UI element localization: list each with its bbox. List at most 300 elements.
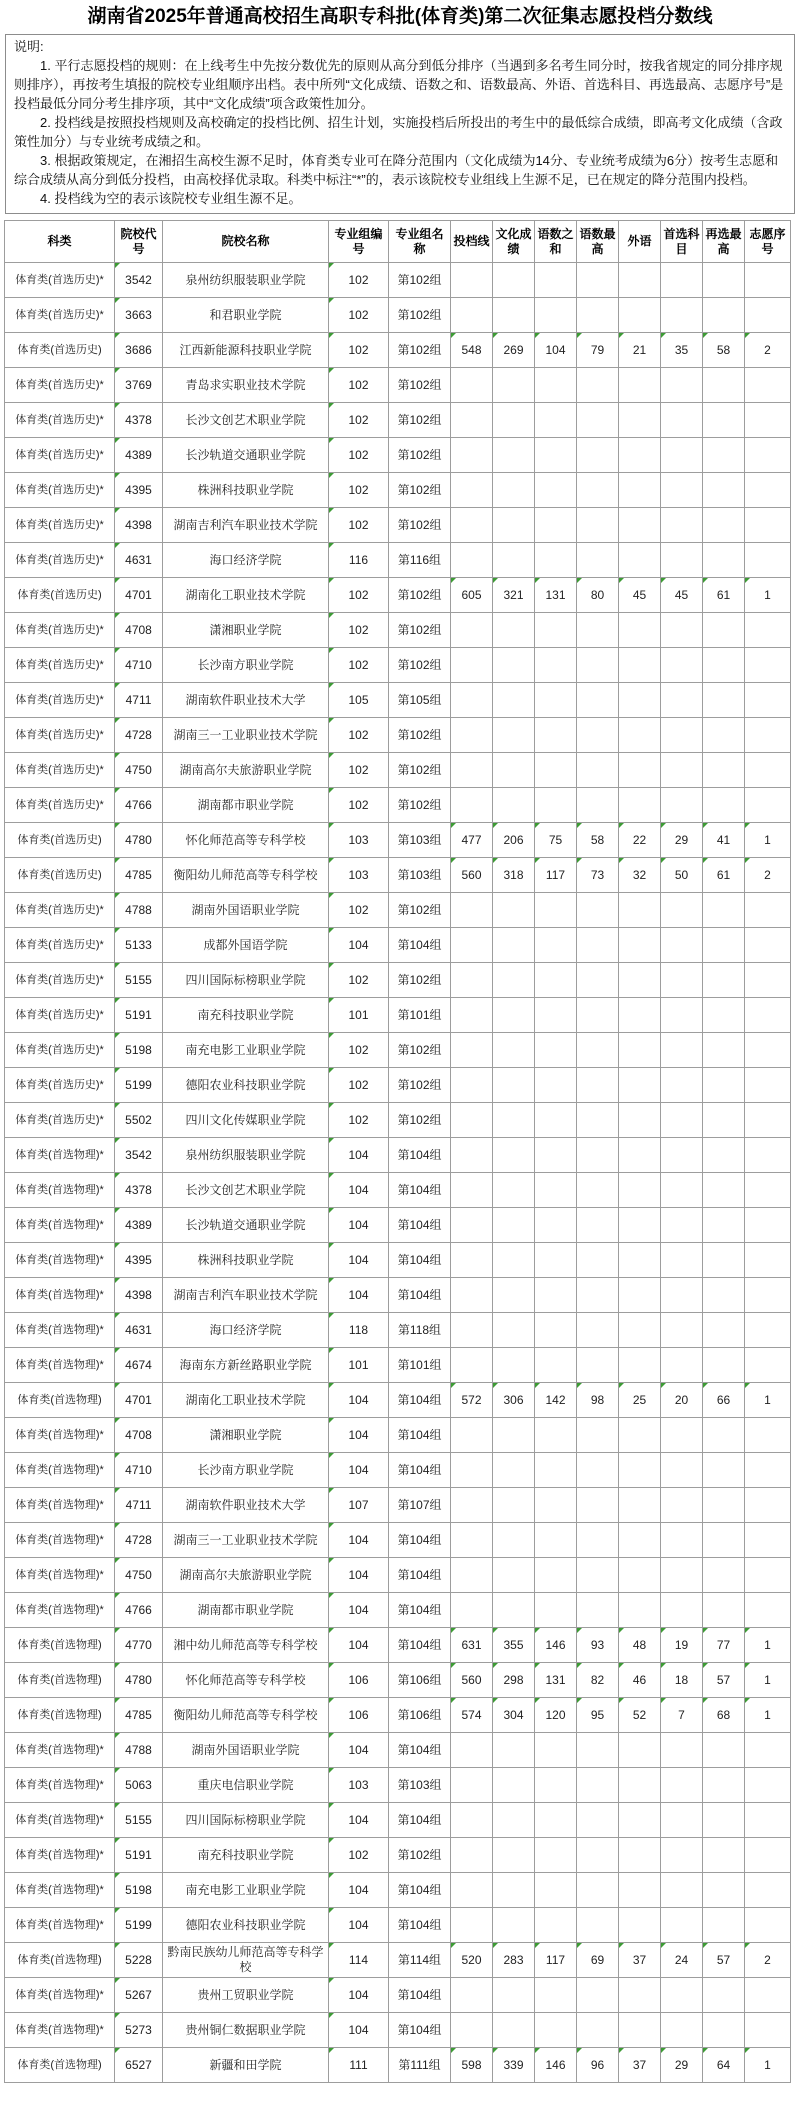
cell-group-name: 第102组 <box>389 578 451 613</box>
cell-college-name: 南充电影工业职业学院 <box>163 1873 329 1908</box>
cell-college-code: 3663 <box>115 298 163 333</box>
cell-group-name: 第104组 <box>389 1523 451 1558</box>
cell-group-code: 101 <box>329 1348 389 1383</box>
cell-college-name: 湖南软件职业技术大学 <box>163 1488 329 1523</box>
cell-chinese-math-sum: 131 <box>535 578 577 613</box>
cell-volunteer-order: 2 <box>745 1943 791 1978</box>
cell-first-subject: 50 <box>661 858 703 893</box>
cell-group-code: 101 <box>329 998 389 1033</box>
cell-first-subject <box>661 963 703 998</box>
cell-reselect-max <box>703 1488 745 1523</box>
cell-group-name: 第104组 <box>389 1803 451 1838</box>
cell-first-subject <box>661 893 703 928</box>
cell-culture-score <box>493 1033 535 1068</box>
cell-college-name: 长沙南方职业学院 <box>163 1453 329 1488</box>
cell-college-name: 湖南都市职业学院 <box>163 788 329 823</box>
cell-group-name: 第102组 <box>389 438 451 473</box>
cell-group-code: 102 <box>329 298 389 333</box>
cell-group-name: 第104组 <box>389 2013 451 2048</box>
cell-group-name: 第101组 <box>389 998 451 1033</box>
cell-reselect-max <box>703 1873 745 1908</box>
table-row <box>5 438 791 473</box>
cell-category: 体育类(首选物理)* <box>5 1768 115 1803</box>
cell-score-line <box>451 298 493 333</box>
cell-college-code: 5199 <box>115 1068 163 1103</box>
cell-score-line <box>451 1313 493 1348</box>
cell-college-code: 4728 <box>115 718 163 753</box>
cell-group-name: 第103组 <box>389 858 451 893</box>
cell-volunteer-order <box>745 1803 791 1838</box>
cell-foreign-language <box>619 893 661 928</box>
cell-foreign-language <box>619 1033 661 1068</box>
cell-group-name: 第102组 <box>389 1838 451 1873</box>
cell-college-code: 4701 <box>115 578 163 613</box>
table-row <box>5 928 791 963</box>
cell-score-line <box>451 1348 493 1383</box>
cell-college-name: 海口经济学院 <box>163 543 329 578</box>
cell-chinese-math-sum <box>535 1138 577 1173</box>
cell-group-name: 第102组 <box>389 788 451 823</box>
cell-group-code: 104 <box>329 1138 389 1173</box>
cell-group-code: 104 <box>329 1873 389 1908</box>
cell-chinese-math-sum <box>535 1558 577 1593</box>
column-header-foreign-language: 外语 <box>619 221 661 263</box>
cell-culture-score: 355 <box>493 1628 535 1663</box>
cell-chinese-math-max <box>577 788 619 823</box>
table-row <box>5 1418 791 1453</box>
cell-chinese-math-sum <box>535 473 577 508</box>
table-row <box>5 683 791 718</box>
cell-college-name: 湖南外国语职业学院 <box>163 1733 329 1768</box>
cell-score-line <box>451 1103 493 1138</box>
cell-volunteer-order <box>745 1908 791 1943</box>
table-row <box>5 1698 791 1733</box>
cell-college-code: 5502 <box>115 1103 163 1138</box>
cell-chinese-math-max <box>577 613 619 648</box>
cell-reselect-max <box>703 893 745 928</box>
cell-category: 体育类(首选历史)* <box>5 298 115 333</box>
cell-college-code: 5155 <box>115 963 163 998</box>
table-row <box>5 403 791 438</box>
cell-reselect-max <box>703 928 745 963</box>
cell-volunteer-order <box>745 788 791 823</box>
cell-culture-score <box>493 1243 535 1278</box>
cell-volunteer-order <box>745 263 791 298</box>
cell-group-code: 102 <box>329 263 389 298</box>
cell-foreign-language <box>619 543 661 578</box>
cell-group-code: 116 <box>329 543 389 578</box>
cell-category: 体育类(首选物理)* <box>5 1173 115 1208</box>
cell-chinese-math-max <box>577 368 619 403</box>
cell-chinese-math-max <box>577 1418 619 1453</box>
cell-chinese-math-sum: 75 <box>535 823 577 858</box>
cell-college-name: 潇湘职业学院 <box>163 613 329 648</box>
cell-category: 体育类(首选历史)* <box>5 368 115 403</box>
cell-college-name: 四川文化传媒职业学院 <box>163 1103 329 1138</box>
cell-culture-score <box>493 1208 535 1243</box>
cell-chinese-math-sum <box>535 298 577 333</box>
cell-foreign-language <box>619 1278 661 1313</box>
cell-score-line <box>451 1208 493 1243</box>
cell-college-name: 湖南软件职业技术大学 <box>163 683 329 718</box>
cell-group-code: 103 <box>329 823 389 858</box>
cell-college-code: 4378 <box>115 1173 163 1208</box>
cell-group-name: 第104组 <box>389 1173 451 1208</box>
cell-culture-score <box>493 928 535 963</box>
cell-score-line: 520 <box>451 1943 493 1978</box>
cell-chinese-math-sum <box>535 1733 577 1768</box>
cell-volunteer-order <box>745 1523 791 1558</box>
cell-culture-score <box>493 1488 535 1523</box>
cell-chinese-math-max <box>577 403 619 438</box>
cell-group-name: 第104组 <box>389 1383 451 1418</box>
cell-college-name: 海口经济学院 <box>163 1313 329 1348</box>
cell-college-name: 江西新能源科技职业学院 <box>163 333 329 368</box>
cell-culture-score: 339 <box>493 2048 535 2083</box>
cell-chinese-math-sum: 142 <box>535 1383 577 1418</box>
cell-reselect-max <box>703 1103 745 1138</box>
table-row <box>5 1453 791 1488</box>
cell-first-subject <box>661 263 703 298</box>
cell-culture-score <box>493 1768 535 1803</box>
cell-category: 体育类(首选物理)* <box>5 2013 115 2048</box>
cell-category: 体育类(首选历史) <box>5 823 115 858</box>
cell-college-name: 新疆和田学院 <box>163 2048 329 2083</box>
cell-culture-score <box>493 1523 535 1558</box>
table-row <box>5 1313 791 1348</box>
cell-college-name: 泉州纺织服装职业学院 <box>163 1138 329 1173</box>
cell-culture-score <box>493 1733 535 1768</box>
cell-score-line <box>451 1593 493 1628</box>
cell-first-subject: 45 <box>661 578 703 613</box>
cell-college-code: 5133 <box>115 928 163 963</box>
cell-culture-score <box>493 1838 535 1873</box>
cell-first-subject <box>661 1593 703 1628</box>
cell-category: 体育类(首选历史)* <box>5 613 115 648</box>
cell-score-line <box>451 1558 493 1593</box>
cell-score-line: 598 <box>451 2048 493 2083</box>
cell-culture-score: 298 <box>493 1663 535 1698</box>
cell-foreign-language <box>619 1068 661 1103</box>
cell-reselect-max: 66 <box>703 1383 745 1418</box>
cell-culture-score <box>493 1278 535 1313</box>
cell-college-code: 4770 <box>115 1628 163 1663</box>
cell-category: 体育类(首选物理)* <box>5 1523 115 1558</box>
scores-table <box>4 220 791 2083</box>
cell-group-name: 第102组 <box>389 1068 451 1103</box>
cell-first-subject <box>661 1523 703 1558</box>
cell-college-name: 南充电影工业职业学院 <box>163 1033 329 1068</box>
cell-score-line <box>451 403 493 438</box>
cell-chinese-math-sum <box>535 1593 577 1628</box>
cell-chinese-math-sum <box>535 1873 577 1908</box>
cell-score-line <box>451 368 493 403</box>
cell-score-line: 631 <box>451 1628 493 1663</box>
cell-college-name: 长沙文创艺术职业学院 <box>163 1173 329 1208</box>
cell-college-code: 4788 <box>115 1733 163 1768</box>
cell-reselect-max: 64 <box>703 2048 745 2083</box>
cell-college-code: 5155 <box>115 1803 163 1838</box>
cell-college-name: 湖南吉利汽车职业技术学院 <box>163 508 329 543</box>
cell-first-subject <box>661 1803 703 1838</box>
cell-score-line: 548 <box>451 333 493 368</box>
cell-chinese-math-max <box>577 753 619 788</box>
cell-group-code: 104 <box>329 1978 389 2013</box>
cell-group-code: 104 <box>329 1593 389 1628</box>
cell-foreign-language <box>619 403 661 438</box>
cell-foreign-language: 37 <box>619 2048 661 2083</box>
cell-culture-score <box>493 1558 535 1593</box>
cell-chinese-math-max <box>577 1873 619 1908</box>
cell-chinese-math-max <box>577 1488 619 1523</box>
cell-college-code: 4395 <box>115 1243 163 1278</box>
cell-foreign-language <box>619 1103 661 1138</box>
cell-group-name: 第102组 <box>389 473 451 508</box>
cell-culture-score: 321 <box>493 578 535 613</box>
cell-culture-score <box>493 1453 535 1488</box>
cell-volunteer-order <box>745 1208 791 1243</box>
cell-group-code: 104 <box>329 1803 389 1838</box>
cell-chinese-math-max: 79 <box>577 333 619 368</box>
cell-chinese-math-max <box>577 298 619 333</box>
cell-chinese-math-max <box>577 1733 619 1768</box>
cell-college-name: 长沙轨道交通职业学院 <box>163 438 329 473</box>
table-row <box>5 578 791 613</box>
cell-culture-score <box>493 1803 535 1838</box>
cell-foreign-language <box>619 1453 661 1488</box>
cell-chinese-math-max: 73 <box>577 858 619 893</box>
cell-volunteer-order <box>745 1173 791 1208</box>
cell-score-line: 560 <box>451 858 493 893</box>
cell-category: 体育类(首选历史)* <box>5 753 115 788</box>
cell-culture-score <box>493 2013 535 2048</box>
cell-score-line <box>451 508 493 543</box>
cell-group-code: 102 <box>329 578 389 613</box>
cell-foreign-language <box>619 788 661 823</box>
cell-college-name: 贵州工贸职业学院 <box>163 1978 329 2013</box>
cell-volunteer-order <box>745 1313 791 1348</box>
cell-chinese-math-sum <box>535 2013 577 2048</box>
cell-first-subject: 24 <box>661 1943 703 1978</box>
cell-score-line <box>451 1523 493 1558</box>
cell-college-code: 3686 <box>115 333 163 368</box>
cell-foreign-language <box>619 1138 661 1173</box>
cell-chinese-math-max <box>577 1558 619 1593</box>
cell-chinese-math-max <box>577 683 619 718</box>
cell-chinese-math-max <box>577 1313 619 1348</box>
cell-culture-score <box>493 298 535 333</box>
cell-reselect-max <box>703 1418 745 1453</box>
cell-group-code: 105 <box>329 683 389 718</box>
cell-volunteer-order: 1 <box>745 2048 791 2083</box>
cell-category: 体育类(首选历史)* <box>5 928 115 963</box>
table-row <box>5 1278 791 1313</box>
table-row <box>5 1523 791 1558</box>
cell-chinese-math-sum <box>535 368 577 403</box>
cell-group-code: 102 <box>329 963 389 998</box>
cell-foreign-language <box>619 998 661 1033</box>
cell-reselect-max: 57 <box>703 1943 745 1978</box>
table-row <box>5 998 791 1033</box>
page <box>0 3 800 2083</box>
cell-chinese-math-sum <box>535 1068 577 1103</box>
cell-culture-score <box>493 1173 535 1208</box>
cell-foreign-language <box>619 263 661 298</box>
cell-score-line: 572 <box>451 1383 493 1418</box>
cell-reselect-max <box>703 1803 745 1838</box>
cell-chinese-math-sum: 146 <box>535 2048 577 2083</box>
cell-volunteer-order: 2 <box>745 858 791 893</box>
cell-volunteer-order <box>745 893 791 928</box>
cell-chinese-math-sum <box>535 1033 577 1068</box>
cell-score-line <box>451 753 493 788</box>
cell-college-name: 湖南都市职业学院 <box>163 1593 329 1628</box>
cell-group-name: 第104组 <box>389 1453 451 1488</box>
cell-score-line <box>451 1278 493 1313</box>
cell-foreign-language <box>619 2013 661 2048</box>
cell-group-code: 102 <box>329 403 389 438</box>
table-row <box>5 1243 791 1278</box>
cell-chinese-math-sum <box>535 753 577 788</box>
cell-volunteer-order <box>745 403 791 438</box>
cell-college-code: 4788 <box>115 893 163 928</box>
cell-college-name: 四川国际标榜职业学院 <box>163 1803 329 1838</box>
column-header-group-name: 专业组名称 <box>389 221 451 263</box>
cell-college-name: 南充科技职业学院 <box>163 998 329 1033</box>
cell-volunteer-order <box>745 1068 791 1103</box>
cell-reselect-max <box>703 718 745 753</box>
cell-chinese-math-sum <box>535 893 577 928</box>
cell-category: 体育类(首选物理)* <box>5 1313 115 1348</box>
table-row <box>5 788 791 823</box>
cell-reselect-max <box>703 368 745 403</box>
cell-group-name: 第104组 <box>389 1978 451 2013</box>
cell-chinese-math-max <box>577 963 619 998</box>
cell-category: 体育类(首选物理)* <box>5 1418 115 1453</box>
cell-category: 体育类(首选物理) <box>5 1943 115 1978</box>
column-header-score-line: 投档线 <box>451 221 493 263</box>
cell-first-subject: 18 <box>661 1663 703 1698</box>
cell-volunteer-order <box>745 1103 791 1138</box>
cell-college-name: 青岛求实职业技术学院 <box>163 368 329 403</box>
cell-chinese-math-max: 98 <box>577 1383 619 1418</box>
cell-college-code: 4395 <box>115 473 163 508</box>
cell-group-code: 118 <box>329 1313 389 1348</box>
cell-college-name: 湖南外国语职业学院 <box>163 893 329 928</box>
cell-score-line <box>451 1978 493 2013</box>
cell-group-name: 第104组 <box>389 1733 451 1768</box>
cell-college-code: 3769 <box>115 368 163 403</box>
cell-chinese-math-max <box>577 473 619 508</box>
cell-chinese-math-sum <box>535 1803 577 1838</box>
cell-chinese-math-max: 58 <box>577 823 619 858</box>
cell-culture-score <box>493 1138 535 1173</box>
cell-category: 体育类(首选物理)* <box>5 1558 115 1593</box>
cell-chinese-math-max <box>577 1103 619 1138</box>
cell-foreign-language <box>619 1768 661 1803</box>
cell-college-code: 4785 <box>115 858 163 893</box>
table-row <box>5 1173 791 1208</box>
cell-reselect-max: 41 <box>703 823 745 858</box>
cell-score-line <box>451 893 493 928</box>
cell-group-name: 第104组 <box>389 1628 451 1663</box>
cell-group-code: 104 <box>329 1628 389 1663</box>
table-row <box>5 298 791 333</box>
cell-reselect-max <box>703 1173 745 1208</box>
cell-culture-score <box>493 1908 535 1943</box>
cell-volunteer-order <box>745 1838 791 1873</box>
cell-group-code: 104 <box>329 1523 389 1558</box>
cell-group-name: 第105组 <box>389 683 451 718</box>
cell-volunteer-order <box>745 928 791 963</box>
cell-group-name: 第104组 <box>389 928 451 963</box>
cell-score-line <box>451 1733 493 1768</box>
cell-culture-score: 206 <box>493 823 535 858</box>
cell-college-name: 衡阳幼儿师范高等专科学校 <box>163 858 329 893</box>
cell-culture-score <box>493 1978 535 2013</box>
cell-score-line <box>451 1803 493 1838</box>
table-row <box>5 508 791 543</box>
cell-college-code: 4708 <box>115 1418 163 1453</box>
cell-group-name: 第102组 <box>389 753 451 788</box>
cell-score-line <box>451 1173 493 1208</box>
cell-volunteer-order <box>745 1243 791 1278</box>
cell-chinese-math-sum: 146 <box>535 1628 577 1663</box>
cell-reselect-max <box>703 753 745 788</box>
cell-volunteer-order: 1 <box>745 823 791 858</box>
cell-college-code: 5267 <box>115 1978 163 2013</box>
cell-group-code: 104 <box>329 1558 389 1593</box>
cell-group-name: 第104组 <box>389 1908 451 1943</box>
cell-chinese-math-max <box>577 1768 619 1803</box>
cell-group-code: 102 <box>329 333 389 368</box>
table-row <box>5 893 791 928</box>
cell-culture-score <box>493 753 535 788</box>
cell-group-name: 第102组 <box>389 403 451 438</box>
cell-chinese-math-sum: 117 <box>535 1943 577 1978</box>
cell-first-subject <box>661 1558 703 1593</box>
table-row <box>5 1138 791 1173</box>
cell-score-line <box>451 718 493 753</box>
cell-first-subject <box>661 1733 703 1768</box>
cell-foreign-language: 37 <box>619 1943 661 1978</box>
cell-first-subject <box>661 438 703 473</box>
cell-foreign-language <box>619 1348 661 1383</box>
cell-chinese-math-max <box>577 1138 619 1173</box>
cell-chinese-math-sum: 117 <box>535 858 577 893</box>
cell-first-subject <box>661 1908 703 1943</box>
cell-group-name: 第114组 <box>389 1943 451 1978</box>
cell-first-subject <box>661 298 703 333</box>
cell-group-name: 第104组 <box>389 1593 451 1628</box>
table-row <box>5 473 791 508</box>
cell-volunteer-order: 1 <box>745 578 791 613</box>
table-row <box>5 263 791 298</box>
cell-first-subject <box>661 1838 703 1873</box>
cell-score-line <box>451 1418 493 1453</box>
cell-foreign-language <box>619 1243 661 1278</box>
cell-culture-score: 306 <box>493 1383 535 1418</box>
notes-label: 说明: <box>14 39 44 54</box>
cell-group-name: 第104组 <box>389 1278 451 1313</box>
cell-category: 体育类(首选物理)* <box>5 1873 115 1908</box>
cell-reselect-max: 61 <box>703 578 745 613</box>
cell-score-line <box>451 1243 493 1278</box>
cell-college-code: 4711 <box>115 1488 163 1523</box>
cell-foreign-language <box>619 963 661 998</box>
cell-chinese-math-sum <box>535 1978 577 2013</box>
cell-foreign-language <box>619 1908 661 1943</box>
